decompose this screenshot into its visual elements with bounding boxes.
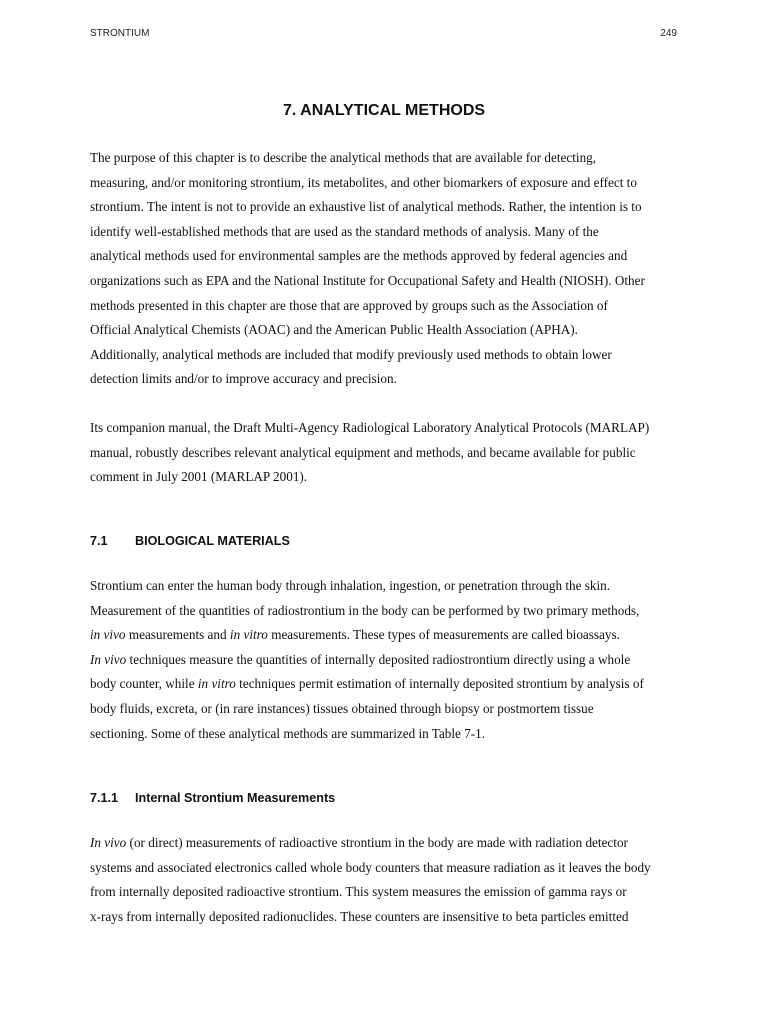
paragraph-line: comment in July 2001 (MARLAP 2001). [90, 469, 308, 485]
italic-term: In vivo [90, 651, 127, 667]
paragraph-line: analytical methods used for environmental samples are the methods approved by federal agencies and [90, 248, 628, 264]
section-title: BIOLOGICAL MATERIALS [135, 534, 290, 548]
section-title: Internal Strontium Measurements [135, 791, 336, 805]
paragraph-line: measuring, and/or monitoring strontium, its metabolites, and other biomarkers of exposure and effect to [90, 174, 637, 190]
paragraph-line: Official Analytical Chemists (AOAC) and the American Public Health Association (APHA). [90, 322, 578, 338]
paragraph-line: Additionally, analytical methods are included that modify previously used methods to obtain lower [90, 346, 612, 362]
paragraph-line: body fluids, excreta, or (in rare instances) tissues obtained through biopsy or postmortem tissue [90, 700, 594, 716]
section-7-1-1-paragraph [90, 831, 690, 929]
text-run: techniques permit estimation of internally deposited strontium by analysis of [235, 676, 644, 692]
chapter-title: 7. ANALYTICAL METHODS [282, 102, 486, 119]
paragraph-line: Its companion manual, the Draft Multi-Agency Radiological Laboratory Analytical Protocols (MARLAP) [90, 420, 650, 435]
text-run: measurements and [125, 627, 230, 643]
page-number: 249 [660, 28, 677, 39]
text-run: (or direct) measurements of radioactive strontium in the body are made with radiation detector [126, 835, 628, 850]
paragraph-line: organizations such as EPA and the National Institute for Occupational Safety and Health (NIOSH). Other [90, 272, 645, 288]
paragraph-line: strontium. The intent is not to provide an exhaustive list of analytical methods. Rather, the intention is to [90, 199, 642, 215]
italic-term: In vivo [90, 835, 127, 850]
italic-term: in vivo [90, 627, 126, 643]
section-7-1-paragraph [90, 574, 690, 746]
paragraph-line: methods presented in this chapter are those that are approved by groups such as the Association of [90, 297, 608, 313]
intro-paragraph-2 [90, 416, 690, 490]
running-header-title: STRONTIUM [90, 28, 150, 39]
paragraph-line: detection limits and/or to improve accuracy and precision. [90, 371, 397, 387]
paragraph-line [90, 623, 690, 648]
section-number: 7.1 [90, 534, 108, 548]
text-run: body counter, while [90, 676, 198, 692]
paragraph-line: Measurement of the quantities of radiostrontium in the body can be performed by two primary methods, [90, 602, 640, 618]
italic-term: in vitro [229, 627, 268, 643]
paragraph-line: sectioning. Some of these analytical methods are summarized in Table 7-1. [90, 725, 486, 741]
text-run: techniques measure the quantities of internally deposited radiostrontium directly using a whole [126, 651, 631, 667]
paragraph-line: Strontium can enter the human body through inhalation, ingestion, or penetration through the skin. [90, 578, 611, 593]
paragraph-line [90, 648, 690, 673]
section-heading-7-1 [90, 534, 290, 548]
text-run: measurements. These types of measurements are called bioassays. [267, 627, 620, 643]
paragraph-line [90, 672, 690, 697]
paragraph-line [90, 831, 690, 856]
paragraph-line: The purpose of this chapter is to describe the analytical methods that are available for detecting, [90, 150, 597, 165]
section-number: 7.1.1 [90, 791, 119, 805]
italic-term: in vitro [197, 676, 236, 692]
section-heading-7-1-1 [90, 791, 335, 805]
paragraph-line: from internally deposited radioactive strontium. This system measures the emission of gamma rays or [90, 884, 627, 900]
paragraph-line: systems and associated electronics called whole body counters that measure radiation as it leaves the body [90, 859, 651, 875]
paragraph-line: identify well-established methods that are used as the standard methods of analysis. Many of the [90, 223, 599, 239]
paragraph-line: manual, robustly describes relevant analytical equipment and methods, and became available for public [90, 444, 636, 460]
paragraph-line: x-rays from internally deposited radionuclides. These counters are insensitive to beta particles emitted [90, 908, 629, 924]
intro-paragraph-1 [90, 146, 690, 392]
